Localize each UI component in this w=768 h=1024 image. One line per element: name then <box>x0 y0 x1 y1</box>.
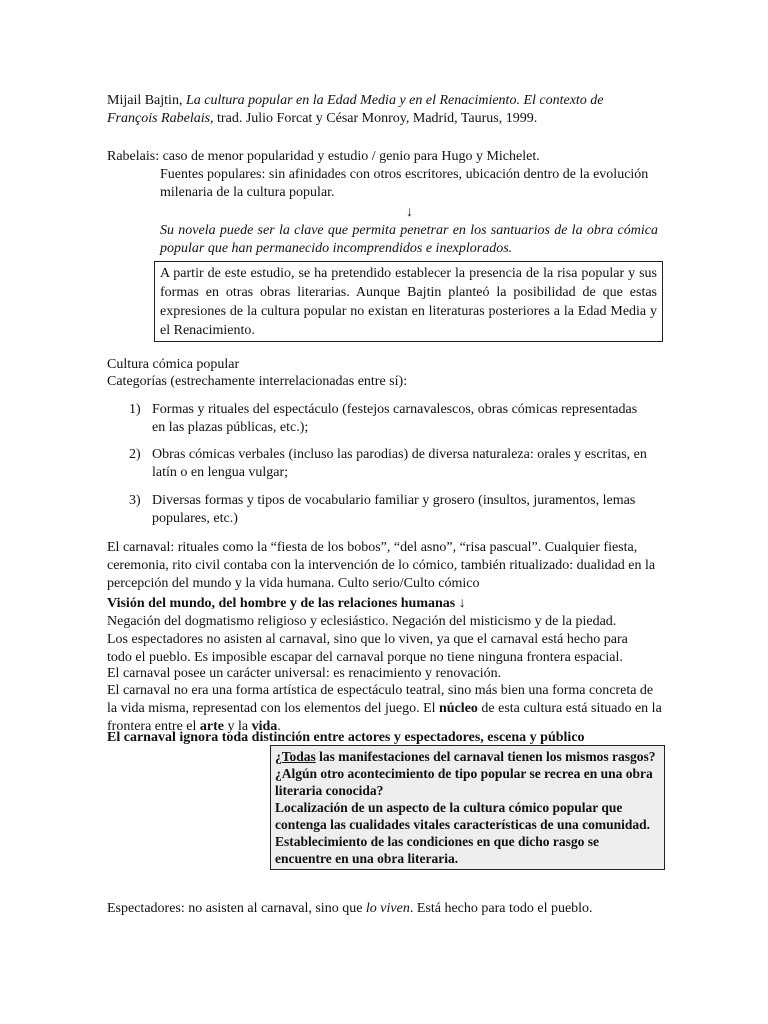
citation-author: Mijail Bajtin, <box>107 93 186 108</box>
negacion-line: Negación del dogmatismo religioso y eclesiástico. Negación del misticismo y de la piedad. <box>107 614 617 629</box>
question-4: Establecimiento de las condiciones en que dicho rasgo se encuentre en una obra literaria. <box>275 834 600 866</box>
list-text: Diversas formas y tipos de vocabulario familiar y grosero (insultos, juramentos, lemas populares, etc.) <box>152 493 636 526</box>
list-item <box>129 446 654 482</box>
forma-text-3: y la <box>223 719 252 734</box>
carnaval-paragraph: El carnaval: rituales como la “fiesta de los bobos”, “del asno”, “risa pascual”. Cualquier fiesta, ceremonia, rito civil contaba con la intervención de lo cómico, también ritualizado: dualidad en la percepción del mundo y la vida humana. Culto serio/Culto cómico <box>107 540 656 591</box>
citation-title: La cultura popular en la Edad Media y en el Renacimiento. El contexto de François Rabelais, <box>107 93 604 126</box>
vida-word: vida <box>251 719 278 734</box>
arte-word: arte <box>199 719 224 734</box>
list-text: Formas y rituales del espectáculo (festejos carnavalescos, obras cómicas representadas en las plazas públicas, etc.); <box>152 402 638 435</box>
ignora-distincion-heading: El carnaval ignora toda distinción entre actores y espectadores, escena y público <box>107 730 585 745</box>
rabelais-italic-note: Su novela puede ser la clave que permita penetrar en los santuarios de la obra cómica popular que han permanecido incomprendidos e inexplorados. <box>160 223 658 256</box>
down-arrow: ↓ <box>406 205 413 220</box>
bajtin-note-text: A partir de este estudio, se ha pretendido establecer la presencia de la risa popular y sus formas en otras obras literarias. Aunque Bajtin planteó la posibilidad de que estas expresiones de la cultura popular no existan en literaturas posteriores a la Edad Media y el Renacimiento. <box>160 266 657 338</box>
list-number: 1) <box>129 402 141 417</box>
espectadores-paragraph: Los espectadores no asisten al carnaval, sino que lo viven, ya que el carnaval está hecho para todo el pueblo. Es imposible escapar del carnaval porque no tiene ninguna frontera espacial. <box>107 632 628 665</box>
vision-heading: Visión del mundo, del hombre y de las relaciones humanas ↓ <box>107 596 466 611</box>
footer-italic: lo viven <box>365 901 410 916</box>
forma-text-4: . <box>277 719 281 734</box>
question-3: Localización de un aspecto de la cultura cómico popular que contenga las cualidades vitales características de una comunidad. <box>275 800 650 832</box>
list-item <box>129 401 654 437</box>
footer-text-1: Espectadores: no asisten al carnaval, sino que <box>107 901 366 916</box>
caracter-universal: El carnaval posee un carácter universal: es renacimiento y renovación. <box>107 666 502 681</box>
citation-rest: trad. Julio Forcat y César Monroy, Madrid, Taurus, 1999. <box>213 111 538 126</box>
list-number: 2) <box>129 447 141 462</box>
espectadores-footer <box>107 900 667 918</box>
question-1-underlined: Todas <box>281 749 316 764</box>
forma-concreta-paragraph <box>107 682 662 736</box>
rabelais-line: Rabelais: caso de menor popularidad y estudio / genio para Hugo y Michelet. <box>107 149 540 164</box>
footer-text-2: . Está hecho para todo el pueblo. <box>409 901 593 916</box>
list-number: 3) <box>129 493 141 508</box>
questions-box <box>270 745 665 870</box>
question-2: ¿Algún otro acontecimiento de tipo popular se recrea en una obra literaria conocida? <box>275 766 653 798</box>
cultura-comica-heading: Cultura cómica popular <box>107 357 240 372</box>
nucleo-word: núcleo <box>439 701 478 716</box>
forma-text-1: El carnaval no era una forma artística de espectáculo teatral, sino más bien una forma concreta de la vida misma, representad con los elementos del juego. El <box>107 683 654 716</box>
question-1-rest: las manifestaciones del carnaval tienen los mismos rasgos? <box>315 749 656 764</box>
citation <box>107 92 652 128</box>
fuentes-populares: Fuentes populares: sin afinidades con otros escritores, ubicación dentro de la evolución milenaria de la cultura popular. <box>160 167 649 200</box>
bajtin-note-box <box>154 261 663 342</box>
list-item <box>129 492 654 528</box>
categorias-subheading: Categorías (estrechamente interrelacionadas entre sí): <box>107 374 408 389</box>
list-text: Obras cómicas verbales (incluso las parodias) de diversa naturaleza: orales y escritas, en latín o en lengua vulgar; <box>152 447 647 480</box>
forma-text-2: de esta cultura está situado en la frontera entre el <box>107 701 662 734</box>
question-1-mark: ¿ <box>275 749 282 764</box>
question-1 <box>275 748 658 765</box>
